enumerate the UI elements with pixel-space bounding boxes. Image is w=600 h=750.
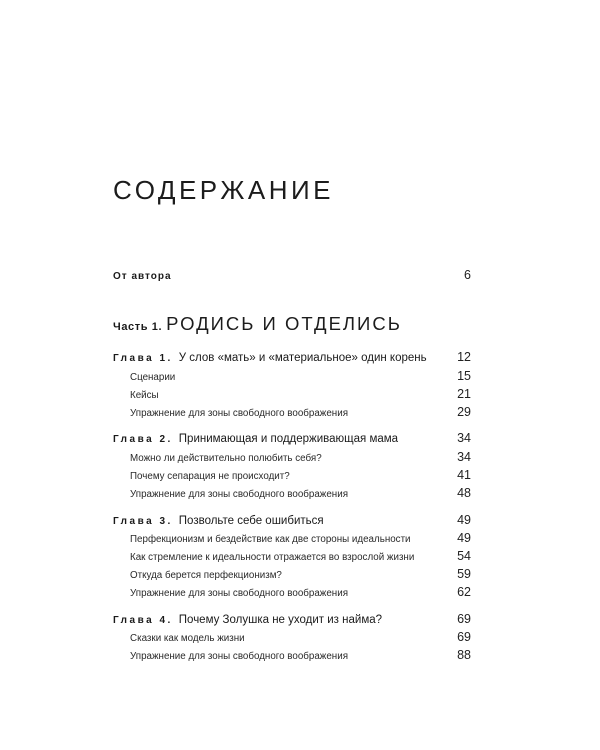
section-title: Кейсы bbox=[130, 390, 159, 401]
toc-page-number: 6 bbox=[464, 268, 471, 282]
toc-page-number: 49 bbox=[457, 513, 471, 527]
toc-section[interactable] bbox=[130, 450, 471, 466]
section-title: Упражнение для зоны свободного воображения bbox=[130, 489, 348, 500]
section-title: Упражнение для зоны свободного воображения bbox=[130, 651, 348, 662]
section-title: Сценарии bbox=[130, 372, 176, 383]
section-title: Откуда берется перфекционизм? bbox=[130, 570, 282, 581]
section-title: Почему сепарация не происходит? bbox=[130, 471, 290, 482]
part-title: РОДИСЬ И ОТДЕЛИСЬ bbox=[166, 313, 402, 334]
toc-page-number: 15 bbox=[457, 369, 471, 383]
chapter-title: Почему Золушка не уходит из найма? bbox=[178, 614, 383, 626]
toc-section[interactable] bbox=[130, 585, 471, 601]
page-title: СОДЕРЖАНИЕ bbox=[113, 175, 335, 205]
toc-entry-label: От автора bbox=[113, 271, 172, 282]
part-prefix: Часть 1. bbox=[113, 321, 163, 333]
chapter-prefix: Глава 3. bbox=[113, 516, 173, 527]
toc-page-number: 62 bbox=[457, 585, 471, 599]
toc-page-number: 41 bbox=[457, 468, 471, 482]
chapter-title: Принимающая и поддерживающая мама bbox=[178, 433, 399, 445]
chapter-title: Позвольте себе ошибиться bbox=[178, 515, 324, 527]
toc-section[interactable] bbox=[130, 531, 471, 547]
toc-page-number: 29 bbox=[457, 405, 471, 419]
toc-page-number: 21 bbox=[457, 387, 471, 401]
toc-page-number: 69 bbox=[457, 630, 471, 644]
toc-chapter-1[interactable] bbox=[113, 350, 471, 366]
toc-section[interactable] bbox=[130, 630, 471, 646]
chapter-prefix: Глава 4. bbox=[113, 615, 173, 626]
part-heading bbox=[113, 313, 402, 335]
toc-section[interactable] bbox=[130, 567, 471, 583]
section-title: Упражнение для зоны свободного воображения bbox=[130, 408, 348, 419]
toc-page-number: 49 bbox=[457, 531, 471, 545]
toc-section[interactable] bbox=[130, 405, 471, 421]
toc-entry-author[interactable] bbox=[113, 268, 471, 284]
toc-section[interactable] bbox=[130, 549, 471, 565]
toc-section[interactable] bbox=[130, 648, 471, 664]
toc-page-number: 54 bbox=[457, 549, 471, 563]
section-title: Перфекционизм и бездействие как две стороны идеальности bbox=[130, 534, 411, 545]
toc-section[interactable] bbox=[130, 369, 471, 385]
toc-section[interactable] bbox=[130, 486, 471, 502]
toc-page-number: 59 bbox=[457, 567, 471, 581]
toc-chapter-2[interactable] bbox=[113, 431, 471, 447]
toc-page-number: 48 bbox=[457, 486, 471, 500]
section-title: Как стремление к идеальности отражается во взрослой жизни bbox=[130, 552, 415, 563]
chapter-prefix: Глава 2. bbox=[113, 434, 173, 445]
toc-chapter-3[interactable] bbox=[113, 513, 471, 529]
section-title: Сказки как модель жизни bbox=[130, 633, 245, 644]
chapter-prefix: Глава 1. bbox=[113, 353, 173, 364]
toc-page-number: 88 bbox=[457, 648, 471, 662]
section-title: Можно ли действительно полюбить себя? bbox=[130, 453, 322, 464]
toc-page-number: 12 bbox=[457, 350, 471, 364]
chapter-title: У слов «мать» и «материальное» один корень bbox=[178, 352, 427, 364]
toc-page-number: 34 bbox=[457, 431, 471, 445]
toc-section[interactable] bbox=[130, 387, 471, 403]
toc-page-number: 69 bbox=[457, 612, 471, 626]
section-title: Упражнение для зоны свободного воображения bbox=[130, 588, 348, 599]
toc-page-number: 34 bbox=[457, 450, 471, 464]
toc-chapter-4[interactable] bbox=[113, 612, 471, 628]
toc-section[interactable] bbox=[130, 468, 471, 484]
